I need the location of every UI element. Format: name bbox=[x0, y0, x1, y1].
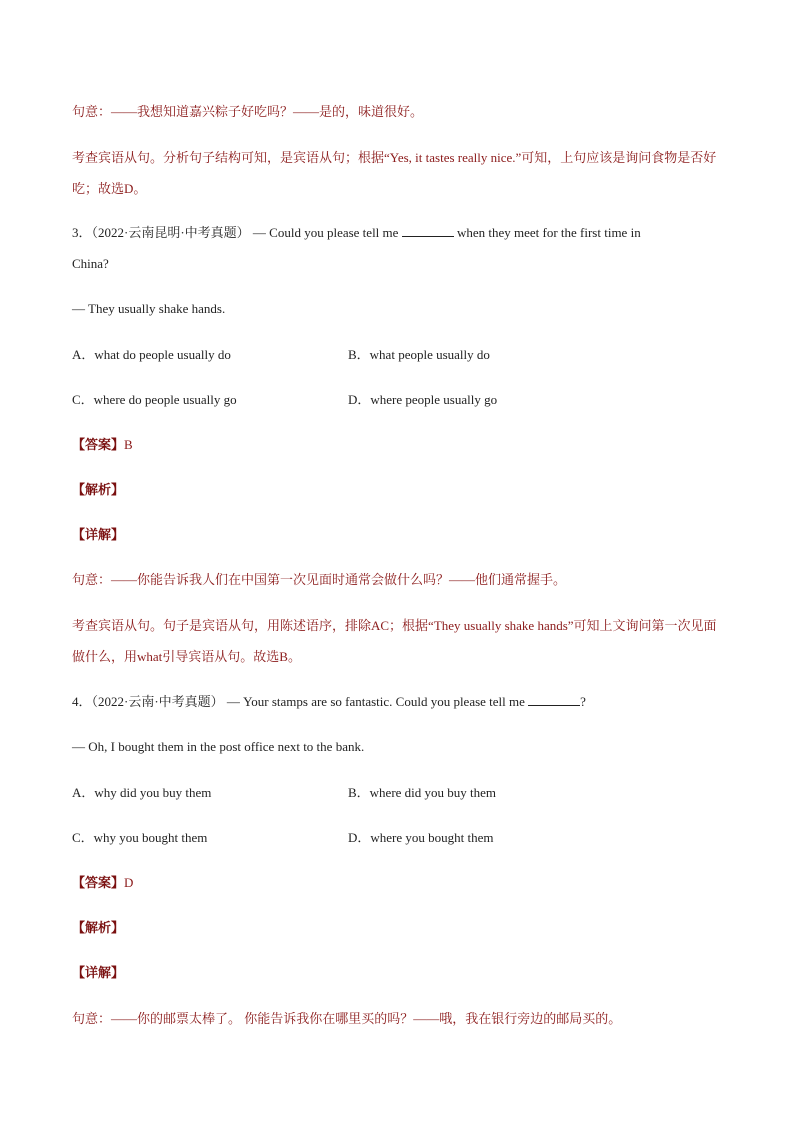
q2-meaning: 句意：——我想知道嘉兴粽子好吃吗？——是的，味道很好。 bbox=[72, 104, 424, 119]
q4-jiexi-label: 【解析】 bbox=[72, 920, 125, 935]
q3-option-a: A．what do people usually do bbox=[72, 347, 231, 362]
q4-option-c: C．why you bought them bbox=[72, 830, 208, 845]
q3-answer-value: B bbox=[124, 437, 133, 452]
q3-blank bbox=[402, 224, 454, 237]
q2-analysis: 考查宾语从句。分析句子结构可知，是宾语从句；根据“Yes, it tastes really nice.”可知，上句应该是询问食物是否好吃；故选D。 bbox=[72, 150, 717, 196]
q3-option-d: D．where people usually go bbox=[348, 392, 498, 407]
q3-stem-part1: — Could you please tell me bbox=[252, 225, 399, 240]
q4-source: 4．（2022·云南·中考真题） bbox=[72, 694, 224, 709]
q3-stem-part2: when they meet for the first time in bbox=[456, 225, 641, 240]
q4-stem-part1: — Your stamps are so fantastic. Could you please tell me bbox=[226, 694, 525, 709]
q4-answer-value: D bbox=[124, 875, 134, 890]
q3-stem-line2: China? bbox=[72, 256, 109, 271]
q4-answer bbox=[72, 874, 133, 892]
q3-answer bbox=[72, 436, 133, 454]
q4-xiangjie-label: 【详解】 bbox=[72, 965, 125, 980]
q4-option-d: D．where you bought them bbox=[348, 830, 494, 845]
q3-stem bbox=[72, 224, 641, 242]
q3-reply: — They usually shake hands. bbox=[72, 301, 226, 316]
q3-option-c: C．where do people usually go bbox=[72, 392, 237, 407]
q4-stem bbox=[72, 693, 586, 711]
q4-answer-label: 【答案】 bbox=[72, 875, 125, 890]
q4-option-b: B．where did you buy them bbox=[348, 785, 497, 800]
q3-meaning: 句意：——你能告诉我人们在中国第一次见面时通常会做什么吗？——他们通常握手。 bbox=[72, 572, 567, 587]
q4-meaning: 句意：——你的邮票太棒了。 你能告诉我你在哪里买的吗？——哦，我在银行旁边的邮局买的。 bbox=[72, 1011, 622, 1026]
q3-source: 3．（2022·云南昆明·中考真题） bbox=[72, 225, 250, 240]
q4-option-a: A．why did you buy them bbox=[72, 785, 212, 800]
q3-xiangjie-label: 【详解】 bbox=[72, 527, 125, 542]
q3-analysis: 考查宾语从句。句子是宾语从句，用陈述语序，排除AC；根据“They usually shake hands”可知上文询问第一次见面做什么，用what引导宾语从句。故选B。 bbox=[72, 618, 717, 664]
q3-jiexi-label: 【解析】 bbox=[72, 482, 125, 497]
q4-reply: — Oh, I bought them in the post office next to the bank. bbox=[72, 739, 365, 754]
q4-blank bbox=[528, 693, 580, 706]
q3-option-b: B．what people usually do bbox=[348, 347, 490, 362]
q4-stem-end: ? bbox=[580, 694, 586, 709]
q3-answer-label: 【答案】 bbox=[72, 437, 125, 452]
